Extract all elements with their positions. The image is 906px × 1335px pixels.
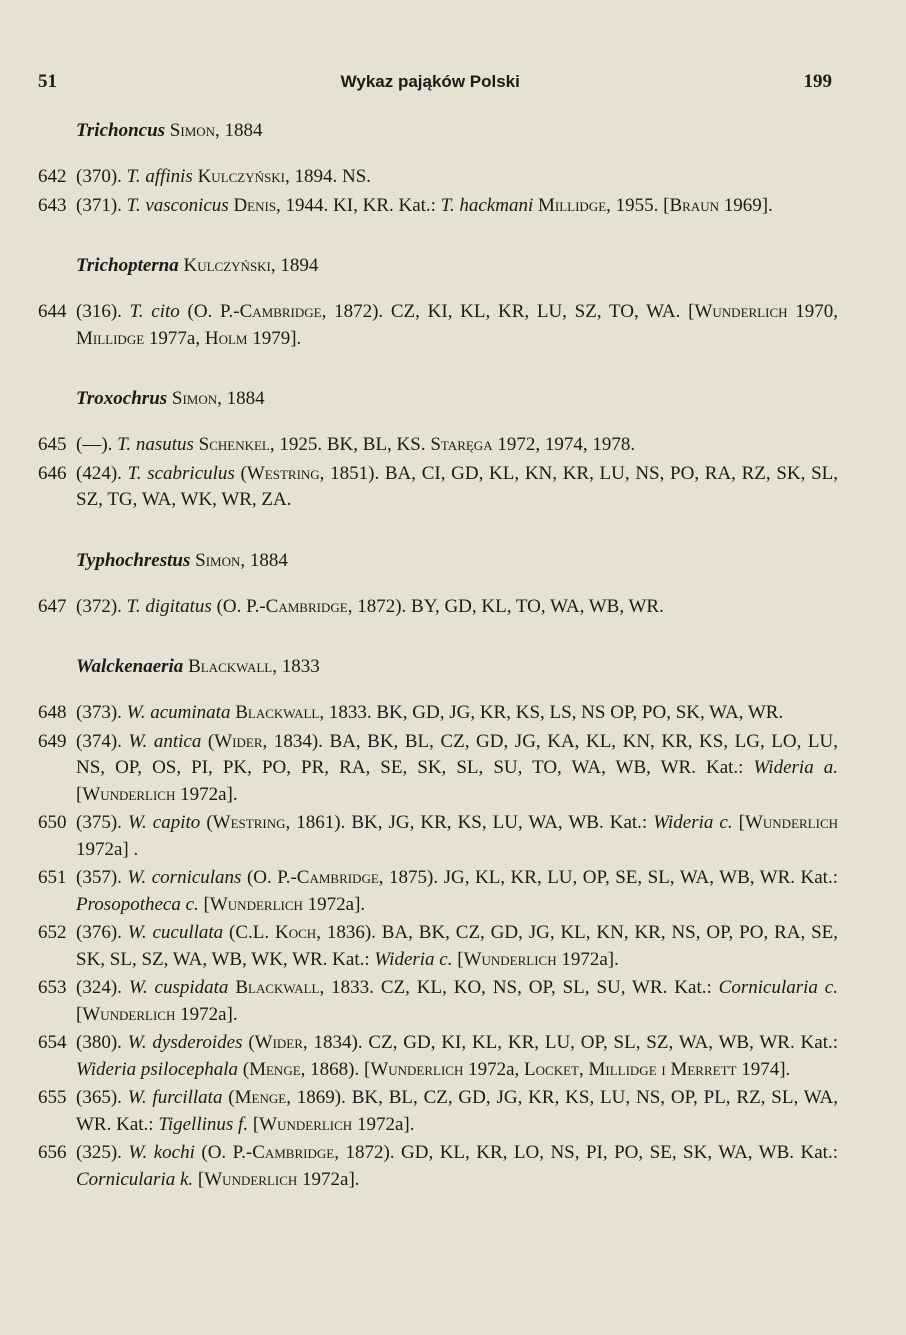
entry-au3: Wunderlich: [463, 948, 557, 970]
entry-au: (O. P.-Cambridge: [194, 1142, 335, 1163]
entry-body: [76, 594, 838, 621]
entry-rest2: [: [248, 1113, 260, 1135]
entry-body: [76, 700, 838, 727]
entry-rest3: 1972a,: [463, 1058, 525, 1080]
genus-author: Kulczyński, 1894: [183, 255, 319, 276]
entry-au3: Wunderlich: [259, 1113, 353, 1135]
entry-number: 648: [38, 702, 67, 723]
entry-body: [76, 1030, 838, 1083]
entry-syn: Tigellinus f.: [158, 1113, 249, 1135]
page-number-right: 199: [803, 71, 832, 92]
entry-au: (C.L. Koch: [223, 922, 317, 943]
entry-number: 651: [38, 867, 67, 888]
entry-ref: (374).: [76, 730, 129, 752]
genus-heading: [76, 118, 838, 144]
entry-rest3: 1977a,: [144, 327, 205, 349]
entry-number: 654: [38, 1032, 67, 1053]
entry-rest2: [: [452, 948, 464, 970]
entry-number: 650: [38, 812, 67, 833]
entry-rest: , 1861). BK, JG, KR, KS, LU, WA, WB. Kat.:: [285, 812, 654, 833]
running-title: Wykaz pająków Polski: [340, 72, 520, 91]
entry-rest: , 1833. CZ, KL, KO, NS, OP, SL, SU, WR. Kat.:: [319, 977, 719, 998]
species-entry: [38, 729, 838, 809]
entry-au3: Wunderlich: [82, 1003, 176, 1025]
species-entry: [38, 865, 838, 918]
entry-body: [76, 975, 838, 1028]
entry-body: [76, 432, 838, 459]
entry-au3: Wunderlich: [370, 1058, 464, 1080]
entry-body: [76, 164, 838, 191]
entry-syn: T. hackmani: [440, 194, 534, 216]
entry-rest: , 1834). BA, BK, BL, CZ, GD, JG, KA, KL, KN, KR, KS, LG, LO, LU, NS, OP, OS, PI, PK, PO, PR, RA, SE, SK, SL, SU, TO, WA, WB, WR. Kat.:: [76, 730, 839, 778]
genus-section: [38, 548, 838, 621]
genus-author: Blackwall, 1833: [188, 656, 320, 677]
species-entry: [38, 810, 838, 863]
entry-au: (O. P.-Cambridge: [241, 867, 379, 888]
genus-name: Trichopterna: [76, 255, 179, 276]
entry-number: 647: [38, 595, 67, 617]
genus-name: Trichoncus: [76, 120, 166, 141]
entry-au: Kulczyński: [192, 166, 285, 187]
species-entry: [38, 299, 838, 352]
entry-au3: Wunderlich: [744, 812, 839, 833]
entry-au3: Wunderlich: [204, 1168, 298, 1190]
entry-syn: Wideria c.: [374, 948, 453, 970]
entry-body: [76, 729, 838, 809]
entry-au3: Millidge: [76, 327, 145, 349]
entry-au3: Wunderlich: [209, 893, 303, 915]
entry-sp: W. acuminata: [126, 702, 231, 723]
entry-body: [76, 461, 838, 514]
entry-au: Schenkel: [193, 434, 270, 455]
entry-number: 643: [38, 194, 67, 216]
entry-rest2: , 1955. [: [606, 194, 670, 216]
entry-ref: (324).: [76, 977, 129, 998]
entry-body: [76, 810, 838, 863]
entry-au2: Staręga: [430, 434, 493, 455]
entry-rest: , 1875). JG, KL, KR, LU, OP, SE, SL, WA, WB, WR. Kat.:: [378, 867, 838, 888]
species-entry: [38, 1030, 838, 1083]
entry-number: 656: [38, 1142, 67, 1163]
species-entry: [38, 700, 838, 727]
entry-rest2: 1970,: [787, 301, 838, 322]
genus-section: [38, 118, 838, 219]
entry-au: (Westring: [234, 462, 320, 484]
entry-number: 646: [38, 462, 67, 484]
entry-ref: (380).: [76, 1032, 128, 1053]
entry-ref: (357).: [76, 867, 128, 888]
entry-sp: W. corniculans: [127, 867, 242, 888]
entry-body: [76, 865, 838, 918]
entry-au: (O. P.-Cambridge: [179, 301, 322, 322]
entry-sp: T. digitatus: [126, 595, 212, 617]
genus-heading: [76, 654, 838, 680]
genus-name: Typhochrestus: [76, 549, 191, 571]
entry-au: (Wider: [201, 730, 263, 752]
entry-rest: , 1834). CZ, GD, KI, KL, KR, LU, OP, SL, SZ, WA, WB, WR. Kat.:: [302, 1032, 839, 1053]
genus-name: Troxochrus: [76, 388, 168, 409]
entry-rest: , 1925. BK, BL, KS.: [269, 434, 431, 455]
entry-au4: Holm: [204, 327, 248, 349]
entry-ref: (—).: [76, 434, 118, 455]
entry-ref: (424).: [76, 462, 128, 484]
species-entry: [38, 975, 838, 1028]
entry-rest: , 1872). CZ, KI, KL, KR, LU, SZ, TO, WA. [: [321, 301, 695, 322]
entry-rest: , 1872). BY, GD, KL, TO, WA, WB, WR.: [347, 595, 664, 617]
entry-au2: (Menge: [238, 1058, 301, 1080]
entry-rest2: [: [193, 1168, 205, 1190]
entry-sp: T. nasutus: [117, 434, 194, 455]
entry-sp: W. antica: [128, 730, 202, 752]
entry-number: 642: [38, 166, 67, 187]
entry-syn: Wideria c.: [653, 812, 733, 833]
entry-au2: Wunderlich: [694, 301, 788, 322]
genus-section: [38, 654, 838, 1193]
page-number-left: 51: [38, 71, 57, 92]
entry-au: (Wider: [242, 1032, 303, 1053]
entry-rest3: 1972a].: [297, 1168, 360, 1190]
entry-au3: Braun: [669, 194, 719, 216]
entry-sp: W. cucullata: [127, 922, 224, 943]
entry-ref: (372).: [76, 595, 127, 617]
entry-body: [76, 1140, 838, 1193]
genus-heading: [76, 253, 838, 279]
entry-syn: Wideria a.: [753, 757, 838, 778]
entry-rest2: [: [732, 812, 745, 833]
entry-ref: (371).: [76, 194, 127, 216]
entry-syn: Cornicularia c.: [718, 977, 838, 998]
entry-sp: T. affinis: [126, 166, 193, 187]
entry-body: [76, 193, 838, 220]
entry-number: 653: [38, 977, 67, 998]
entry-rest3: 1969].: [718, 194, 773, 216]
entry-number: 645: [38, 434, 67, 455]
entry-ref: (373).: [76, 702, 127, 723]
species-entry: [38, 1085, 838, 1138]
species-entry: [38, 193, 838, 220]
entry-syn: Prosopotheca c.: [76, 893, 199, 915]
species-list: [38, 118, 838, 1227]
entry-au: Blackwall: [228, 977, 320, 998]
entry-sp: W. kochi: [128, 1142, 195, 1163]
entry-rest: , 1833. BK, GD, JG, KR, KS, LS, NS OP, PO, SK, WA, WR.: [319, 702, 784, 723]
entry-rest3: 1972a].: [175, 1003, 238, 1025]
entry-rest: , 1836). BA, BK, CZ, GD, JG, KL, KN, KR, NS, OP, PO, RA, SE, SK, SL, SZ, WA, WB, WK, WR. Kat.:: [76, 922, 838, 970]
genus-name: Walckenaeria: [76, 656, 184, 677]
entry-ref: (375).: [76, 812, 128, 833]
entry-sp: T. vasconicus: [126, 194, 229, 216]
entry-rest3: 1972a].: [352, 1113, 415, 1135]
entry-number: 652: [38, 922, 67, 943]
entry-sp: W. cuspidata: [128, 977, 229, 998]
entry-au: (O. P.-Cambridge: [211, 595, 348, 617]
entry-rest: , 1869). BK, BL, CZ, GD, JG, KR, KS, LU, NS, OP, PL, RZ, SL, WA, WR. Kat.:: [76, 1087, 838, 1135]
genus-author: Simon, 1884: [195, 549, 288, 571]
entry-sp: W. capito: [127, 812, 201, 833]
entry-rest2: 1972, 1974, 1978.: [492, 434, 636, 455]
genus-author: Simon, 1884: [171, 388, 265, 409]
entry-au: Blackwall: [230, 702, 320, 723]
species-entry: [38, 461, 838, 514]
entry-rest2: [: [198, 893, 210, 915]
genus-heading: [76, 386, 838, 412]
genus-section: [38, 386, 838, 514]
species-entry: [38, 1140, 838, 1193]
entry-number: 649: [38, 730, 67, 752]
entry-number: 655: [38, 1087, 67, 1108]
entry-rest: , 1872). GD, KL, KR, LO, NS, PI, PO, SE, SK, WA, WB. Kat.:: [334, 1142, 838, 1163]
entry-rest2: [: [76, 1003, 83, 1025]
species-entry: [38, 594, 838, 621]
entry-au4: Locket, Millidge i Merrett: [524, 1058, 737, 1080]
entry-au: (Menge: [222, 1087, 287, 1108]
entry-body: [76, 1085, 838, 1138]
entry-ref: (376).: [76, 922, 128, 943]
entry-sp: T. scabriculus: [127, 462, 235, 484]
entry-rest3: 1972a].: [175, 783, 238, 805]
entry-rest3: 1972a].: [556, 948, 619, 970]
entry-sp: W. furcillata: [127, 1087, 223, 1108]
entry-body: [76, 920, 838, 973]
genus-heading: [76, 548, 838, 574]
species-entry: [38, 920, 838, 973]
species-entry: [38, 432, 838, 459]
entry-au2: Millidge: [533, 194, 607, 216]
entry-body: [76, 299, 838, 352]
entry-au3: Wunderlich: [82, 783, 176, 805]
species-entry: [38, 164, 838, 191]
entry-ref: (370).: [76, 166, 127, 187]
entry-au: Denis: [228, 194, 277, 216]
entry-rest3: 1972a].: [302, 893, 366, 915]
entry-rest2: [: [76, 783, 83, 805]
entry-ref: (325).: [76, 1142, 129, 1163]
entry-ref: (316).: [76, 301, 130, 322]
genus-section: [38, 253, 838, 352]
entry-rest4: 1974].: [736, 1058, 791, 1080]
entry-number: 644: [38, 301, 67, 322]
entry-sp: W. dysderoides: [127, 1032, 243, 1053]
entry-au: (Westring: [200, 812, 286, 833]
page-header: [38, 62, 832, 102]
entry-rest2: , 1868). [: [300, 1058, 371, 1080]
entry-rest: , 1944. KI, KR. Kat.:: [276, 194, 441, 216]
entry-syn: Wideria psilocephala: [76, 1058, 239, 1080]
entry-ref: (365).: [76, 1087, 128, 1108]
entry-rest4: 1979].: [247, 327, 302, 349]
genus-author: Simon, 1884: [169, 120, 263, 141]
entry-rest: , 1894. NS.: [284, 166, 372, 187]
entry-rest3: 1972a] .: [76, 838, 139, 860]
entry-syn: Cornicularia k.: [76, 1168, 194, 1190]
entry-sp: T. cito: [129, 301, 180, 322]
entry-rest: , 1851). BA, CI, GD, KL, KN, KR, LU, NS, PO, RA, RZ, SK, SL, SZ, TG, WA, WK, WR, ZA.: [76, 462, 839, 510]
